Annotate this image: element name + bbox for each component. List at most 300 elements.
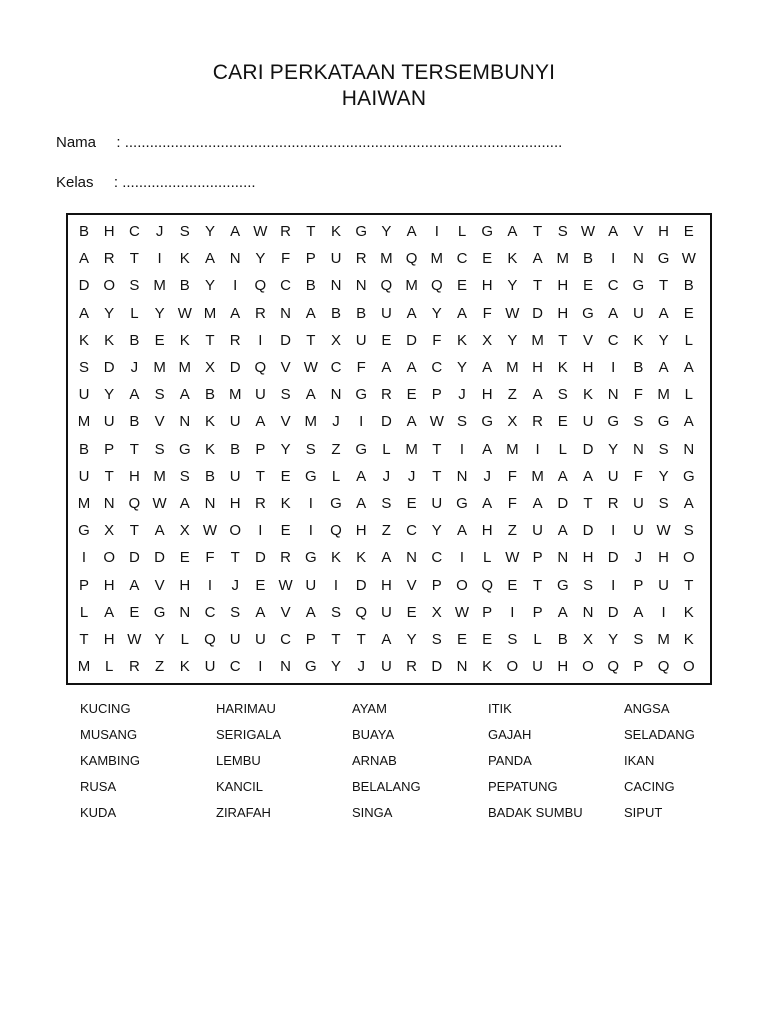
grid-letter[interactable]: A	[683, 413, 694, 431]
grid-letter[interactable]: J	[231, 576, 239, 594]
grid-letter[interactable]: D	[103, 359, 115, 376]
grid-letter[interactable]: D	[607, 603, 619, 621]
grid-letter[interactable]: P	[431, 386, 442, 404]
grid-letter[interactable]: C	[456, 250, 468, 268]
grid-letter[interactable]: O	[682, 549, 695, 567]
grid-letter[interactable]: N	[582, 603, 594, 621]
grid-letter[interactable]: I	[661, 603, 666, 621]
grid-letter[interactable]: Q	[204, 631, 216, 648]
grid-letter[interactable]: B	[204, 467, 215, 485]
grid-letter[interactable]: A	[179, 495, 190, 512]
grid-letter[interactable]: X	[431, 603, 442, 621]
grid-letter[interactable]: E	[582, 277, 593, 295]
nama-blank[interactable]: : .........................................................................................................	[116, 134, 563, 151]
grid-letter[interactable]: N	[607, 386, 619, 404]
grid-letter[interactable]: A	[305, 304, 316, 322]
grid-letter[interactable]: B	[179, 277, 190, 295]
grid-letter[interactable]: H	[481, 386, 493, 404]
grid-letter[interactable]: E	[406, 495, 417, 512]
grid-letter[interactable]: F	[281, 250, 291, 268]
grid-letter[interactable]: O	[103, 549, 116, 567]
grid-letter[interactable]: G	[355, 440, 368, 458]
grid-letter[interactable]: S	[456, 413, 467, 431]
grid-letter[interactable]: M	[228, 386, 242, 404]
grid-letter[interactable]: V	[582, 331, 593, 349]
grid-letter[interactable]: V	[280, 413, 291, 431]
grid-letter[interactable]: A	[204, 250, 215, 268]
grid-letter[interactable]: Y	[608, 631, 619, 648]
grid-letter[interactable]: J	[332, 413, 340, 431]
grid-letter[interactable]: X	[330, 331, 341, 349]
grid-letter[interactable]: W	[253, 223, 268, 240]
grid-letter[interactable]: K	[104, 331, 115, 349]
grid-letter[interactable]: F	[205, 549, 215, 567]
grid-letter[interactable]: N	[330, 277, 342, 295]
grid-letter[interactable]: Y	[507, 277, 518, 295]
grid-letter[interactable]: F	[432, 331, 442, 349]
grid-letter[interactable]: A	[658, 304, 669, 322]
grid-letter[interactable]: S	[557, 223, 568, 240]
grid-letter[interactable]: A	[532, 386, 543, 404]
grid-letter[interactable]: N	[229, 250, 241, 268]
grid-letter[interactable]: T	[129, 522, 139, 540]
grid-letter[interactable]: N	[179, 413, 191, 431]
grid-letter[interactable]: A	[406, 359, 417, 376]
grid-letter[interactable]: C	[280, 631, 292, 648]
grid-letter[interactable]: Y	[280, 440, 291, 458]
grid-letter[interactable]: S	[78, 359, 89, 376]
grid-letter[interactable]: K	[280, 495, 291, 512]
grid-letter[interactable]: I	[459, 440, 465, 458]
grid-letter[interactable]: D	[582, 440, 594, 458]
grid-letter[interactable]: S	[305, 440, 316, 458]
grid-letter[interactable]: G	[657, 413, 670, 431]
grid-letter[interactable]: N	[103, 495, 115, 512]
grid-letter[interactable]: Y	[431, 522, 442, 540]
grid-letter[interactable]: I	[157, 250, 162, 268]
grid-letter[interactable]: L	[483, 549, 492, 567]
grid-letter[interactable]: J	[634, 549, 643, 567]
grid-letter[interactable]: I	[459, 549, 465, 567]
grid-letter[interactable]: U	[380, 304, 392, 322]
grid-letter[interactable]: D	[128, 549, 140, 567]
grid-letter[interactable]: S	[154, 386, 165, 404]
grid-letter[interactable]: V	[280, 603, 291, 621]
grid-letter[interactable]: S	[683, 522, 694, 540]
grid-letter[interactable]: T	[230, 549, 240, 567]
grid-letter[interactable]: Q	[355, 603, 368, 621]
grid-letter[interactable]: R	[380, 386, 392, 404]
grid-letter[interactable]: J	[357, 658, 365, 676]
grid-letter[interactable]: L	[105, 658, 114, 676]
grid-letter[interactable]: U	[632, 495, 644, 512]
grid-letter[interactable]: D	[355, 576, 367, 594]
grid-letter[interactable]: Z	[507, 522, 517, 540]
grid-letter[interactable]: U	[254, 386, 266, 404]
grid-letter[interactable]: Q	[128, 495, 141, 512]
grid-letter[interactable]: B	[230, 440, 241, 458]
grid-letter[interactable]: H	[582, 549, 594, 567]
grid-letter[interactable]: U	[78, 386, 90, 404]
grid-letter[interactable]: K	[456, 331, 467, 349]
kelas-field[interactable]	[56, 173, 256, 193]
grid-letter[interactable]: B	[582, 250, 593, 268]
grid-letter[interactable]: H	[380, 576, 392, 594]
grid-letter[interactable]: A	[482, 359, 493, 376]
grid-letter[interactable]: S	[431, 631, 442, 648]
grid-letter[interactable]: A	[305, 386, 316, 404]
grid-letter[interactable]: D	[254, 549, 266, 567]
grid-letter[interactable]: A	[482, 440, 493, 458]
grid-letter[interactable]: T	[331, 631, 341, 648]
grid-letter[interactable]: A	[406, 413, 417, 431]
grid-letter[interactable]: P	[633, 658, 644, 676]
grid-letter[interactable]: M	[430, 250, 444, 268]
grid-letter[interactable]: A	[230, 223, 241, 240]
grid-letter[interactable]: U	[78, 467, 90, 485]
grid-letter[interactable]: A	[255, 603, 266, 621]
grid-letter[interactable]: S	[582, 576, 593, 594]
grid-letter[interactable]: A	[78, 304, 89, 322]
grid-letter[interactable]: A	[557, 522, 568, 540]
grid-letter[interactable]: T	[432, 467, 442, 485]
grid-letter[interactable]: A	[482, 495, 493, 512]
grid-letter[interactable]: H	[481, 522, 493, 540]
grid-letter[interactable]: I	[611, 359, 616, 376]
grid-letter[interactable]: Y	[154, 631, 165, 648]
grid-letter[interactable]: L	[130, 304, 139, 322]
grid-letter[interactable]: Y	[330, 658, 341, 676]
grid-letter[interactable]: K	[78, 331, 89, 349]
grid-letter[interactable]: R	[128, 658, 140, 676]
grid-letter[interactable]: B	[330, 304, 341, 322]
grid-letter[interactable]: T	[205, 331, 215, 349]
grid-letter[interactable]: A	[406, 223, 417, 240]
grid-letter[interactable]: M	[405, 440, 418, 458]
grid-letter[interactable]: I	[81, 549, 87, 567]
grid-letter[interactable]: H	[658, 223, 670, 240]
grid-letter[interactable]: H	[557, 304, 569, 322]
grid-letter[interactable]: Y	[204, 223, 215, 240]
grid-letter[interactable]: A	[104, 603, 115, 621]
grid-letter[interactable]: U	[658, 576, 670, 594]
grid-letter[interactable]: T	[659, 277, 669, 295]
grid-letter[interactable]: J	[483, 467, 491, 485]
grid-letter[interactable]: G	[481, 223, 494, 240]
grid-letter[interactable]: A	[507, 223, 518, 240]
grid-letter[interactable]: D	[380, 413, 392, 431]
grid-letter[interactable]: G	[632, 277, 645, 295]
grid-letter[interactable]: L	[684, 386, 693, 404]
grid-letter[interactable]: T	[255, 467, 265, 485]
grid-letter[interactable]: W	[202, 522, 218, 540]
grid-letter[interactable]: N	[355, 277, 367, 295]
grid-letter[interactable]: S	[280, 386, 291, 404]
grid-letter[interactable]: C	[330, 359, 342, 376]
grid-letter[interactable]: H	[532, 359, 544, 376]
grid-letter[interactable]: R	[406, 658, 418, 676]
grid-letter[interactable]: D	[280, 331, 292, 349]
grid-letter[interactable]: F	[507, 495, 517, 512]
grid-letter[interactable]: N	[204, 495, 216, 512]
grid-letter[interactable]: A	[683, 359, 694, 376]
grid-letter[interactable]: M	[405, 277, 418, 295]
grid-letter[interactable]: Q	[430, 277, 443, 295]
grid-letter[interactable]: M	[153, 467, 166, 485]
grid-letter[interactable]: M	[556, 250, 570, 268]
grid-letter[interactable]: H	[582, 359, 594, 376]
grid-letter[interactable]: E	[179, 549, 190, 567]
grid-letter[interactable]: S	[658, 495, 669, 512]
grid-letter[interactable]: W	[580, 223, 596, 240]
grid-letter[interactable]: W	[656, 522, 671, 540]
grid-letter[interactable]: Q	[607, 658, 620, 676]
grid-letter[interactable]: K	[204, 413, 215, 431]
grid-letter[interactable]: C	[204, 603, 216, 621]
grid-letter[interactable]: A	[456, 522, 467, 540]
grid-letter[interactable]: G	[153, 603, 166, 621]
grid-letter[interactable]: P	[305, 250, 316, 268]
grid-letter[interactable]: R	[103, 250, 115, 268]
grid-letter[interactable]: N	[330, 386, 342, 404]
grid-letter[interactable]: O	[506, 658, 519, 676]
grid-letter[interactable]: K	[482, 658, 493, 676]
grid-letter[interactable]: T	[684, 576, 694, 594]
grid-letter[interactable]: N	[280, 304, 292, 322]
grid-letter[interactable]: G	[355, 386, 368, 404]
grid-letter[interactable]: E	[482, 250, 493, 268]
grid-letter[interactable]: A	[381, 549, 392, 567]
grid-letter[interactable]: Y	[104, 386, 115, 404]
grid-letter[interactable]: G	[304, 658, 317, 676]
grid-letter[interactable]: R	[254, 495, 266, 512]
grid-letter[interactable]: Q	[481, 576, 494, 594]
grid-letter[interactable]: O	[229, 522, 242, 540]
grid-letter[interactable]: C	[280, 277, 292, 295]
grid-letter[interactable]: S	[179, 223, 190, 240]
grid-letter[interactable]: H	[557, 277, 569, 295]
grid-letter[interactable]: W	[505, 304, 520, 322]
grid-letter[interactable]: G	[78, 522, 90, 540]
grid-letter[interactable]: S	[658, 440, 669, 458]
grid-letter[interactable]: A	[582, 467, 593, 485]
grid-letter[interactable]: G	[481, 413, 494, 431]
grid-letter[interactable]: A	[179, 386, 190, 404]
grid-letter[interactable]: B	[78, 223, 89, 240]
grid-letter[interactable]: K	[356, 549, 367, 567]
grid-letter[interactable]: E	[456, 631, 467, 648]
grid-letter[interactable]: G	[657, 250, 670, 268]
grid-letter[interactable]: A	[608, 304, 619, 322]
grid-letter[interactable]: P	[482, 603, 493, 621]
grid-letter[interactable]: D	[557, 495, 569, 512]
grid-letter[interactable]: B	[633, 359, 644, 376]
grid-letter[interactable]: B	[129, 413, 140, 431]
grid-letter[interactable]: T	[533, 576, 543, 594]
grid-letter[interactable]: B	[305, 277, 316, 295]
grid-letter[interactable]: A	[633, 603, 644, 621]
grid-letter[interactable]: Q	[657, 658, 670, 676]
grid-letter[interactable]: M	[178, 359, 192, 376]
grid-letter[interactable]: Q	[330, 522, 342, 540]
grid-letter[interactable]: U	[582, 413, 594, 431]
grid-letter[interactable]: I	[258, 331, 263, 349]
grid-letter[interactable]: L	[533, 631, 542, 648]
grid-letter[interactable]: X	[104, 522, 115, 540]
grid-letter[interactable]: H	[481, 277, 493, 295]
grid-letter[interactable]: Y	[154, 304, 165, 322]
grid-letter[interactable]: W	[681, 250, 696, 268]
grid-letter[interactable]: M	[77, 658, 91, 676]
grid-letter[interactable]: M	[203, 304, 217, 322]
grid-letter[interactable]: U	[204, 658, 216, 676]
grid-letter[interactable]: G	[304, 549, 317, 567]
grid-letter[interactable]: H	[103, 223, 115, 240]
grid-letter[interactable]: A	[78, 250, 89, 268]
grid-letter[interactable]: S	[330, 603, 341, 621]
grid-letter[interactable]: Y	[608, 440, 619, 458]
grid-letter[interactable]: O	[682, 658, 695, 676]
grid-letter[interactable]: G	[330, 495, 342, 512]
grid-letter[interactable]: E	[507, 576, 518, 594]
grid-letter[interactable]: A	[129, 386, 140, 404]
grid-letter[interactable]: P	[78, 576, 89, 594]
grid-letter[interactable]: I	[510, 603, 515, 621]
grid-letter[interactable]: N	[280, 658, 292, 676]
grid-letter[interactable]: Y	[381, 223, 392, 240]
grid-letter[interactable]: Q	[254, 277, 267, 295]
grid-letter[interactable]: K	[179, 250, 190, 268]
grid-letter[interactable]: I	[434, 223, 439, 240]
grid-letter[interactable]: E	[683, 223, 694, 240]
grid-letter[interactable]: K	[557, 359, 568, 376]
grid-letter[interactable]: U	[229, 413, 241, 431]
grid-letter[interactable]: U	[254, 631, 266, 648]
grid-letter[interactable]: A	[154, 522, 165, 540]
grid-letter[interactable]: M	[77, 413, 91, 431]
grid-letter[interactable]: M	[380, 250, 393, 268]
grid-letter[interactable]: H	[658, 549, 670, 567]
grid-letter[interactable]: N	[632, 440, 644, 458]
grid-letter[interactable]: N	[406, 549, 418, 567]
grid-letter[interactable]: A	[532, 495, 543, 512]
grid-letter[interactable]: R	[355, 250, 367, 268]
grid-letter[interactable]: I	[258, 522, 263, 540]
grid-letter[interactable]: A	[230, 304, 241, 322]
grid-letter[interactable]: Z	[155, 658, 165, 676]
grid-letter[interactable]: K	[204, 440, 215, 458]
grid-letter[interactable]: P	[532, 549, 543, 567]
grid-letter[interactable]: S	[230, 603, 241, 621]
grid-letter[interactable]: A	[255, 413, 266, 431]
grid-letter[interactable]: T	[583, 495, 593, 512]
grid-letter[interactable]: S	[381, 495, 392, 512]
grid-letter[interactable]: U	[532, 658, 544, 676]
grid-letter[interactable]: S	[633, 631, 644, 648]
grid-letter[interactable]: A	[381, 631, 392, 648]
grid-letter[interactable]: V	[633, 223, 644, 240]
grid-letter[interactable]: U	[330, 250, 342, 268]
grid-letter[interactable]: G	[355, 223, 368, 240]
grid-letter[interactable]: A	[356, 467, 367, 485]
grid-letter[interactable]: C	[431, 359, 443, 376]
grid-letter[interactable]: Y	[406, 631, 417, 648]
grid-letter[interactable]: E	[154, 331, 165, 349]
grid-letter[interactable]: J	[458, 386, 466, 404]
grid-letter[interactable]: G	[607, 413, 620, 431]
grid-letter[interactable]: T	[356, 631, 366, 648]
grid-letter[interactable]: E	[406, 603, 417, 621]
grid-letter[interactable]: U	[355, 331, 367, 349]
grid-letter[interactable]: H	[128, 467, 140, 485]
grid-letter[interactable]: A	[456, 304, 467, 322]
grid-letter[interactable]: O	[456, 576, 468, 594]
grid-letter[interactable]: D	[78, 277, 90, 295]
grid-letter[interactable]: D	[431, 658, 443, 676]
grid-letter[interactable]: Z	[507, 386, 517, 404]
grid-letter[interactable]: M	[531, 467, 544, 485]
grid-letter[interactable]: I	[308, 522, 313, 540]
grid-letter[interactable]: H	[557, 658, 569, 676]
grid-letter[interactable]: G	[178, 440, 191, 458]
grid-letter[interactable]: E	[683, 304, 694, 322]
grid-letter[interactable]: P	[431, 576, 442, 594]
grid-letter[interactable]: O	[103, 277, 116, 295]
grid-letter[interactable]: M	[657, 631, 670, 648]
grid-letter[interactable]: A	[532, 250, 543, 268]
grid-letter[interactable]: L	[79, 603, 89, 621]
grid-letter[interactable]: R	[607, 495, 619, 512]
grid-letter[interactable]: N	[632, 250, 644, 268]
grid-letter[interactable]: K	[330, 549, 341, 567]
grid-letter[interactable]: Y	[204, 277, 215, 295]
grid-letter[interactable]: N	[456, 467, 468, 485]
grid-letter[interactable]: L	[180, 631, 189, 648]
grid-letter[interactable]: E	[482, 631, 493, 648]
grid-letter[interactable]: M	[657, 386, 670, 404]
grid-letter[interactable]: K	[179, 331, 190, 349]
grid-letter[interactable]: V	[154, 413, 165, 431]
grid-letter[interactable]: E	[456, 277, 467, 295]
grid-letter[interactable]: A	[129, 576, 140, 594]
grid-letter[interactable]: T	[558, 331, 568, 349]
grid-letter[interactable]: B	[356, 304, 367, 322]
grid-letter[interactable]: T	[306, 223, 316, 240]
grid-letter[interactable]: I	[359, 413, 364, 431]
grid-letter[interactable]: N	[557, 549, 569, 567]
grid-letter[interactable]: T	[104, 467, 114, 485]
grid-letter[interactable]: Q	[380, 277, 393, 295]
grid-letter[interactable]: U	[632, 304, 644, 322]
grid-letter[interactable]: R	[280, 223, 292, 240]
grid-letter[interactable]: I	[207, 576, 213, 594]
grid-letter[interactable]: S	[633, 413, 644, 431]
grid-letter[interactable]: M	[531, 331, 544, 349]
grid-letter[interactable]: T	[306, 331, 316, 349]
grid-letter[interactable]: G	[556, 576, 569, 594]
grid-letter[interactable]: M	[153, 277, 166, 295]
grid-letter[interactable]: W	[278, 576, 293, 594]
grid-letter[interactable]: B	[129, 331, 140, 349]
grid-letter[interactable]: I	[611, 576, 616, 594]
grid-letter[interactable]: W	[429, 413, 444, 431]
grid-letter[interactable]: K	[582, 386, 593, 404]
grid-letter[interactable]: S	[179, 467, 190, 485]
grid-letter[interactable]: I	[233, 277, 238, 295]
grid-letter[interactable]: F	[633, 386, 643, 404]
grid-letter[interactable]: T	[79, 631, 89, 648]
grid-letter[interactable]: C	[406, 522, 418, 540]
